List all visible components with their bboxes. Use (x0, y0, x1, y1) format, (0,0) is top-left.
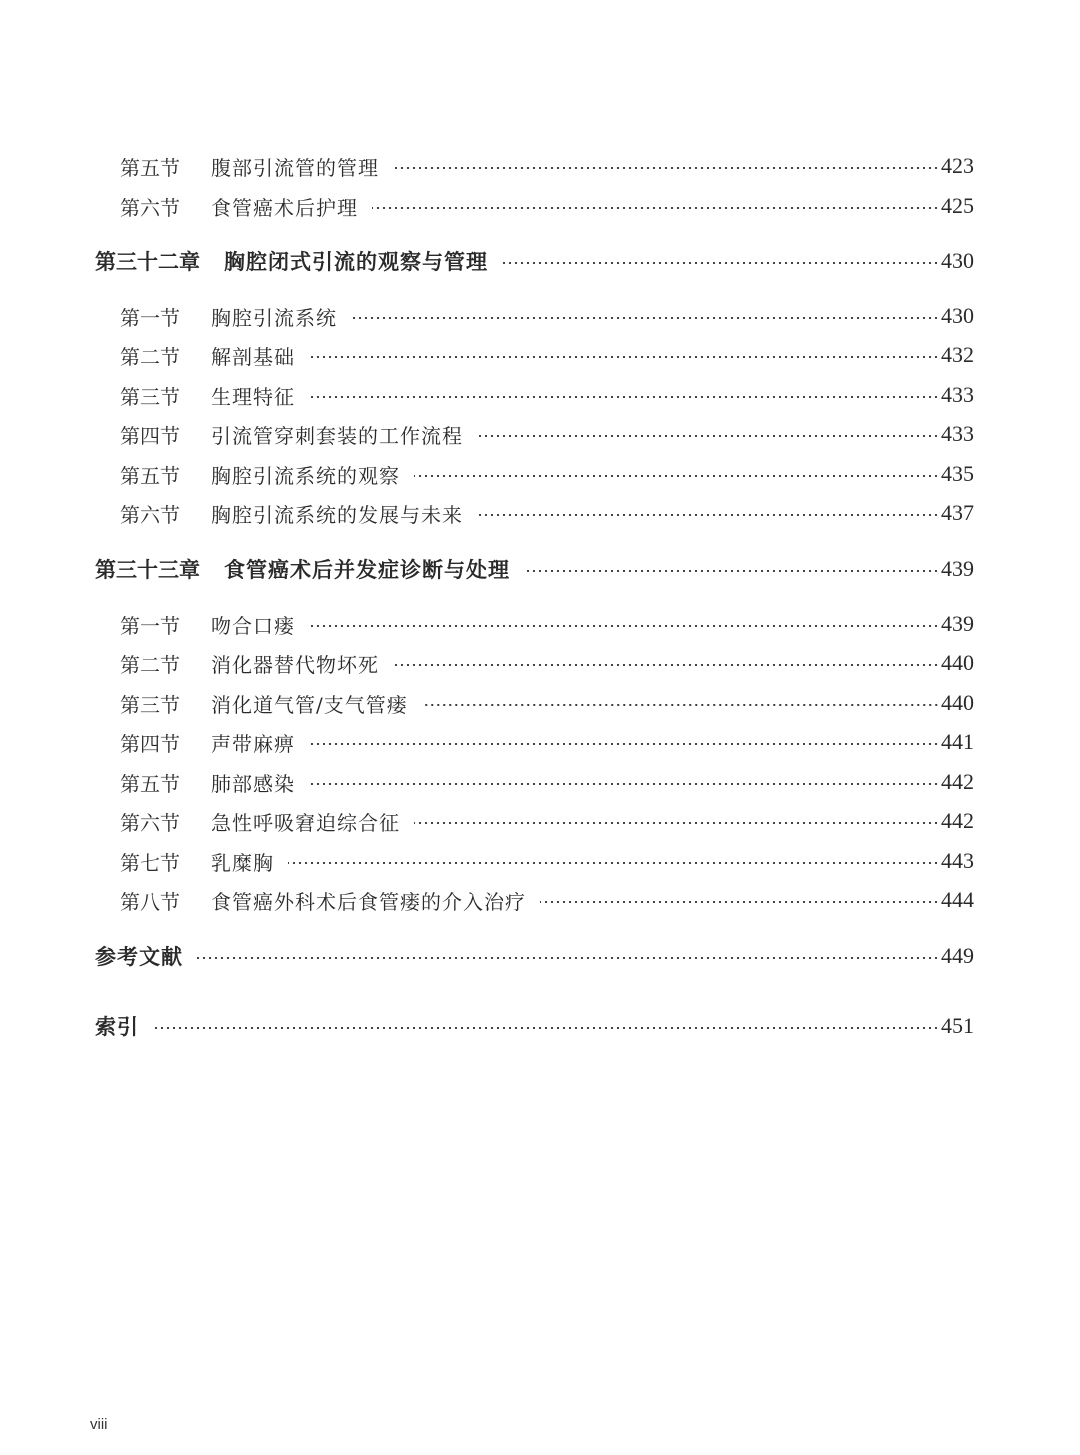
entry-title: 生理特征 (211, 384, 295, 409)
entry-number: 第六节 (120, 502, 180, 527)
entry-number: 第二节 (120, 652, 180, 677)
entry-number: 第三十二章 (95, 250, 200, 274)
entry-title: 急性呼吸窘迫综合征 (211, 810, 400, 835)
entry-page-number: 449 (941, 943, 974, 968)
entry-title: 索引 (95, 1015, 139, 1039)
entry-number: 第三节 (120, 384, 180, 409)
entry-page-number: 433 (941, 382, 974, 407)
toc-section-entry (0, 377, 1080, 413)
entry-page-number: 423 (941, 153, 974, 178)
entry-number: 第五节 (120, 771, 180, 796)
dot-leader (309, 625, 939, 627)
toc-section-entry (0, 456, 1080, 492)
entry-number: 第三十三章 (95, 558, 200, 582)
entry-page-number: 430 (941, 248, 974, 273)
toc-chapter-entry (0, 938, 1080, 974)
entry-number: 第四节 (120, 423, 180, 448)
toc-section-entry (0, 645, 1080, 681)
dot-leader (477, 435, 939, 437)
entry-title: 胸腔引流系统的发展与未来 (211, 502, 463, 527)
entry-number: 第四节 (120, 731, 180, 756)
dot-leader (309, 356, 939, 358)
entry-number: 第三节 (120, 692, 180, 717)
toc-chapter-entry (0, 243, 1080, 279)
entry-page-number: 451 (941, 1013, 974, 1038)
dot-leader (153, 1027, 939, 1029)
toc-section-entry (0, 764, 1080, 800)
dot-leader (477, 514, 939, 516)
entry-page-number: 441 (941, 729, 974, 754)
entry-title: 食管癌术后护理 (211, 195, 358, 220)
entry-page-number: 437 (941, 500, 974, 525)
entry-page-number: 442 (941, 808, 974, 833)
entry-title: 消化道气管/支气管瘘 (211, 692, 408, 717)
toc-section-entry (0, 148, 1080, 184)
entry-page-number: 444 (941, 887, 974, 912)
entry-title: 消化器替代物坏死 (211, 652, 379, 677)
toc-section-entry (0, 606, 1080, 642)
dot-leader (422, 704, 939, 706)
entry-number: 第五节 (120, 155, 180, 180)
dot-leader (309, 396, 939, 398)
toc-section-entry (0, 298, 1080, 334)
entry-title: 吻合口瘘 (211, 613, 295, 638)
toc-section-entry (0, 882, 1080, 918)
toc-section-entry (0, 843, 1080, 879)
dot-leader (351, 317, 939, 319)
entry-title: 食管癌外科术后食管瘘的介入治疗 (211, 889, 526, 914)
dot-leader (197, 957, 939, 959)
entry-page-number: 439 (941, 556, 974, 581)
entry-title: 声带麻痹 (211, 731, 295, 756)
dot-leader (309, 743, 939, 745)
dot-leader (393, 664, 939, 666)
dot-leader (414, 822, 939, 824)
entry-number: 第二节 (120, 344, 180, 369)
toc-section-entry (0, 495, 1080, 531)
entry-title: 胸腔引流系统 (211, 305, 337, 330)
page-folio: viii (90, 1416, 108, 1433)
toc-section-entry (0, 337, 1080, 373)
dot-leader (414, 475, 939, 477)
dot-leader (502, 262, 939, 264)
dot-leader (372, 207, 939, 209)
entry-title: 引流管穿刺套装的工作流程 (211, 423, 463, 448)
entry-page-number: 425 (941, 193, 974, 218)
entry-title: 肺部感染 (211, 771, 295, 796)
dot-leader (393, 167, 939, 169)
entry-title: 解剖基础 (211, 344, 295, 369)
toc-chapter-entry (0, 1008, 1080, 1044)
toc-section-entry (0, 188, 1080, 224)
entry-number: 第一节 (120, 613, 180, 638)
entry-title: 腹部引流管的管理 (211, 155, 379, 180)
dot-leader (288, 862, 939, 864)
toc-section-entry (0, 803, 1080, 839)
dot-leader (309, 783, 939, 785)
entry-page-number: 432 (941, 342, 974, 367)
entry-number: 第一节 (120, 305, 180, 330)
entry-page-number: 440 (941, 650, 974, 675)
entry-number: 第六节 (120, 195, 180, 220)
entry-title: 胸腔闭式引流的观察与管理 (224, 250, 488, 274)
entry-number: 第六节 (120, 810, 180, 835)
entry-number: 第八节 (120, 889, 180, 914)
entry-page-number: 439 (941, 611, 974, 636)
entry-number: 第五节 (120, 463, 180, 488)
entry-page-number: 443 (941, 848, 974, 873)
entry-title: 乳糜胸 (211, 850, 274, 875)
entry-page-number: 433 (941, 421, 974, 446)
entry-page-number: 442 (941, 769, 974, 794)
entry-number: 第七节 (120, 850, 180, 875)
toc-section-entry (0, 685, 1080, 721)
toc-section-entry (0, 416, 1080, 452)
entry-title: 胸腔引流系统的观察 (211, 463, 400, 488)
entry-page-number: 430 (941, 303, 974, 328)
dot-leader (524, 570, 939, 572)
entry-page-number: 435 (941, 461, 974, 486)
entry-title: 食管癌术后并发症诊断与处理 (224, 558, 510, 582)
entry-title: 参考文献 (95, 945, 183, 969)
toc-section-entry (0, 724, 1080, 760)
dot-leader (540, 901, 939, 903)
toc-chapter-entry (0, 551, 1080, 587)
entry-page-number: 440 (941, 690, 974, 715)
